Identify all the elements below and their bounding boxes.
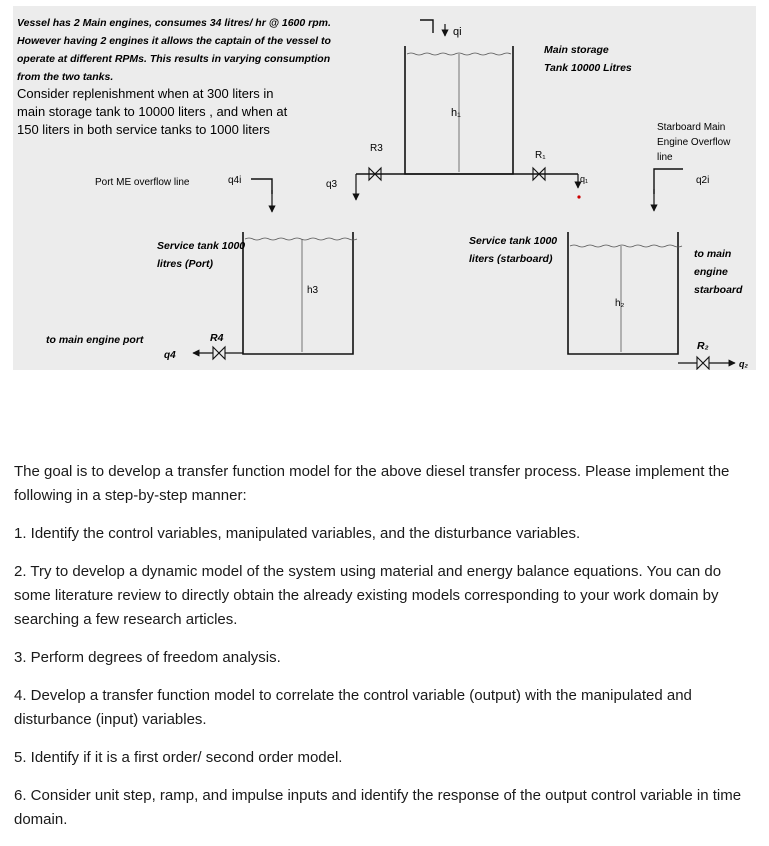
- h3-label: h3: [307, 285, 319, 296]
- starboard-overflow-label-3: line: [657, 152, 673, 163]
- step-3: 3. Perform degrees of freedom analysis.: [14, 649, 281, 666]
- h2-label: h₂: [615, 298, 625, 309]
- to-main-starboard-label-3: starboard: [694, 284, 743, 296]
- q4-label: q4: [164, 350, 176, 361]
- q1-marker: [577, 195, 580, 198]
- r2-label: R₂: [697, 340, 709, 352]
- service-port-label-2: litres (Port): [157, 258, 214, 270]
- qi-inflow-pipe: [420, 20, 445, 36]
- starboard-outlet-pipe: [678, 357, 735, 369]
- replenish-line-3: 150 liters in both service tanks to 1000 liters: [17, 122, 270, 137]
- starboard-overflow-label-1: Starboard Main: [657, 122, 726, 133]
- step-6: 6. Consider unit step, ramp, and impulse inputs and identify the response of the output control variable in time domain.: [14, 787, 742, 828]
- port-outlet-pipe: [193, 347, 243, 359]
- step-2: 2. Try to develop a dynamic model of the system using material and energy balance equations. You can do some literature review to directly obtain the already existing models corresponding to your work domain by searching a few research articles.: [14, 563, 722, 628]
- service-port-label-1: Service tank 1000: [157, 240, 246, 252]
- r4-label: R4: [210, 332, 224, 344]
- q1-label: q₁: [580, 174, 589, 184]
- problem-statement: [14, 460, 759, 846]
- diesel-transfer-diagram: [13, 6, 756, 370]
- h1-label: h₁: [451, 107, 461, 119]
- intro-line-1: Vessel has 2 Main engines, consumes 34 litres/ hr @ 1600 rpm.: [17, 17, 331, 29]
- to-main-starboard-label-1: to main: [694, 248, 732, 260]
- qi-label: qi: [453, 26, 462, 38]
- step-5: 5. Identify if it is a first order/ second order model.: [14, 749, 343, 766]
- main-storage-label-1: Main storage: [544, 44, 609, 56]
- starboard-service-tank: [568, 232, 682, 354]
- r1-label: R₁: [535, 150, 546, 161]
- replenish-line-1: Consider replenishment when at 300 liters in: [17, 86, 274, 101]
- q4i-label: q4i: [228, 175, 242, 186]
- intro-line-3: operate at different RPMs. This results in varying consumption: [17, 53, 331, 65]
- service-starboard-label-1: Service tank 1000: [469, 235, 558, 247]
- r3-label: R3: [370, 143, 383, 154]
- main-storage-label-2: Tank 10000 Litres: [544, 62, 632, 74]
- step-4: 4. Develop a transfer function model to correlate the control variable (output) with the manipulated and disturbance (input) variables.: [14, 687, 692, 728]
- starboard-overflow-label-2: Engine Overflow: [657, 137, 731, 148]
- starboard-overflow-pipe: [654, 169, 683, 211]
- port-overflow-label: Port ME overflow line: [95, 177, 190, 188]
- step-1: 1. Identify the control variables, manipulated variables, and the disturbance variables.: [14, 525, 581, 542]
- q2-label: q₂: [739, 359, 748, 369]
- service-starboard-label-2: liters (starboard): [469, 253, 553, 265]
- replenish-line-2: main storage tank to 10000 liters , and when at: [17, 104, 288, 119]
- port-overflow-pipe: [251, 179, 272, 212]
- to-main-starboard-label-2: engine: [694, 266, 728, 278]
- goal-text: The goal is to develop a transfer function model for the above diesel transfer process. Please implement the following in a step-by-step manner:: [14, 463, 730, 504]
- q2i-label: q2i: [696, 175, 710, 186]
- intro-line-4: from the two tanks.: [17, 71, 114, 83]
- to-main-engine-port-label: to main engine port: [46, 334, 144, 346]
- q3-label: q3: [326, 179, 338, 190]
- intro-line-2: However having 2 engines it allows the captain of the vessel to: [17, 35, 331, 47]
- diagram-svg: [13, 6, 756, 370]
- port-service-tank: [243, 232, 357, 354]
